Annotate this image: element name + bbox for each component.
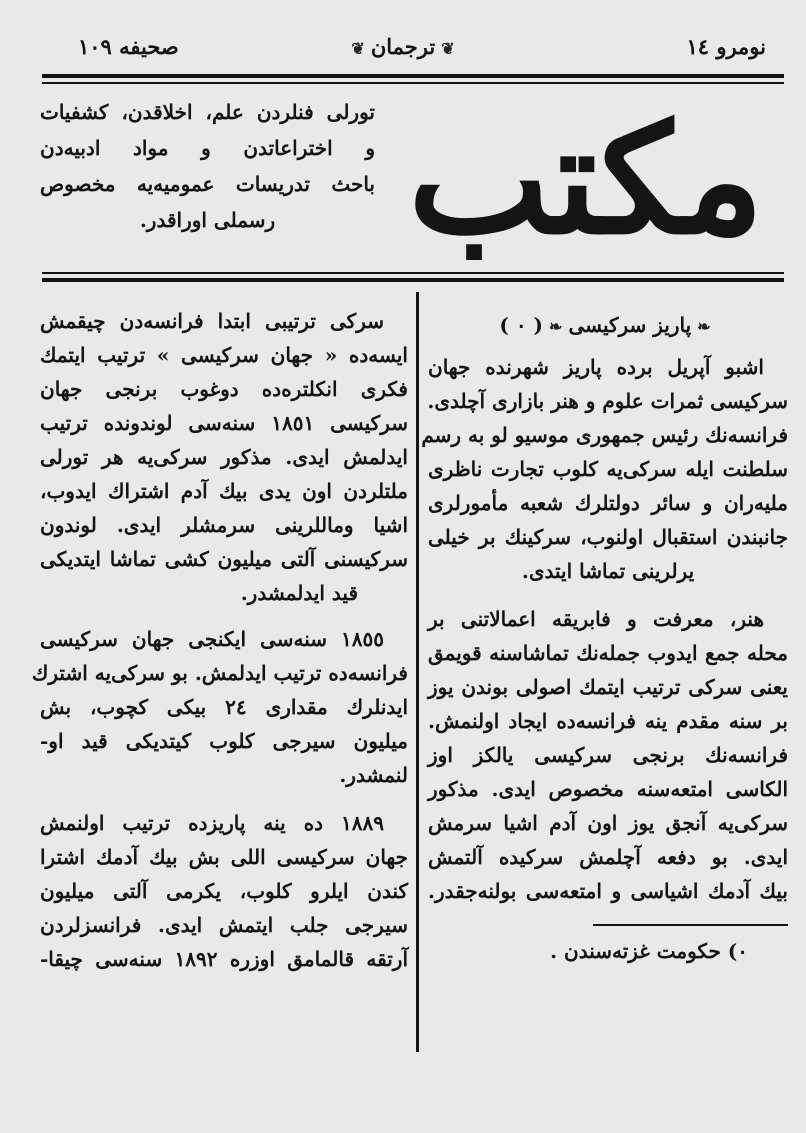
text-line: فرانسه‌نك برنجی سرکیسی یالکز اوز — [428, 743, 788, 767]
paragraph — [421, 350, 788, 588]
heading-footnote-marker: ( ٠ ) — [499, 313, 544, 337]
text-line: لنمشدر. — [339, 763, 408, 787]
text-line: آرتقه قالمامق اوزره ١٨٩٢ سنه‌سی چیقا- — [40, 947, 409, 971]
paragraph — [31, 622, 409, 792]
text-line: ایسه‌ده « جهان سرکیسی » ترتیب ایتمك — [40, 343, 408, 367]
text-line: سرکیسی ١٨٥١ سنه‌سی لوندونده ترتیب — [40, 411, 408, 435]
heading-title: پاریز سرکیسی — [568, 313, 692, 337]
text-line: فرانسه‌ده ترتیب ایدلمش. بو سرکی‌یه اشترك — [31, 661, 408, 685]
header-rule-thick — [42, 74, 784, 78]
column-divider — [416, 292, 419, 1052]
issue-number: نومرو ١٤ — [686, 34, 766, 59]
text-line: سرکیسی ثمرات علوم و هنر بازاری آچلدی. — [427, 389, 788, 413]
article-continuation — [31, 304, 409, 976]
text-line: سرکی‌یه آنجق یوز اون آدم اشیا سرمش — [428, 811, 788, 835]
publication-label: ترجمان — [370, 34, 436, 59]
masthead-title: مكتب — [408, 92, 764, 268]
subtitle-line: باحث تدریسات عمومیه‌یه مخصوص — [40, 172, 375, 196]
text-line: یعنی سرکی ترتیب ایتمك اصولی بوندن یوز — [428, 675, 788, 699]
text-line: قید ایدلمشدر. — [240, 581, 358, 605]
masthead-rule-thin — [42, 272, 784, 274]
text-line: یرلرینی تماشا ایتدی. — [521, 559, 695, 583]
footnote-rule — [593, 924, 788, 926]
text-line: ملیه‌ران و سائر دولتلرك شعبه مأمورلری — [428, 491, 788, 515]
ornament-icon: ❦ — [441, 39, 455, 58]
ornament-icon: ❧ — [549, 317, 563, 336]
page-number: صحيفه ١٠٩ — [78, 34, 179, 59]
text-line: اشبو آپریل برده پاریز شهرنده جهان — [428, 355, 764, 379]
text-line: سرکی ترتیبی ابتدا فرانسه‌دن چیقمش — [40, 309, 384, 333]
paragraph — [40, 304, 408, 610]
ornament-icon: ❦ — [351, 39, 365, 58]
text-line: کندن ایلرو کلوب، یکرمی آلتی میلیون — [40, 879, 408, 903]
text-line: جهان سرکیسی اللی بش بیك آدمك اشترا — [40, 845, 408, 869]
masthead-rule-thick — [42, 278, 784, 282]
text-line: ١٨٥٥ سنه‌سی ایکنجی جهان سرکیسی — [40, 627, 384, 651]
text-line: محله جمع ایدوب جمله‌نك تماشاسنه قویمق — [428, 641, 788, 665]
subtitle-line: رسملی اوراقدر. — [139, 208, 276, 232]
subtitle-line: و اختراعاتدن و مواد ادبیه‌دن — [40, 136, 375, 160]
text-line: ملتلردن اون یدی بیك آدم اشتراك ایدوب، — [40, 479, 408, 503]
ornament-icon: ❧ — [697, 317, 711, 336]
masthead-subtitle — [40, 94, 375, 238]
text-line: جانبندن استقبال اولنوب، سرکینك بر خیلی — [428, 525, 788, 549]
text-line: بر سنه مقدم ینه فرانسه‌ده ایجاد اولنمش. — [428, 709, 788, 733]
text-line: سیرجی جلب ایتمش ایدی. فرانسزلردن — [40, 913, 408, 937]
footnote: ٠) حکومت غزته‌سندن . — [550, 939, 748, 963]
subtitle-line: تورلی فنلردن علم، اخلاقدن، کشفیات — [40, 100, 375, 124]
text-line: ایدنلرك مقداری ٢٤ بیکی کچوب، بش — [40, 695, 409, 719]
text-line: سلطنت ایله سرکی‌یه کلوب تجارت ناظری — [428, 457, 788, 481]
text-line: فکری انکلتره‌ده دوغوب برنجی جهان — [40, 377, 408, 401]
text-line: ١٨٨٩ ده ینه پاریزده ترتیب اولنمش — [40, 811, 384, 835]
text-line: میلیون سیرجی کلوب کیتدیکی قید او- — [40, 729, 408, 753]
text-line: هنر، معرفت و فابریقه اعمالاتنی بر — [428, 607, 764, 631]
text-line: فرانسه‌نك رئیس جمهوری موسیو لو به رسم — [421, 423, 788, 447]
text-line: ایدلمش ایدی. مذکور سرکی‌یه هر تورلی — [40, 445, 408, 469]
text-line: ایدی. بو دفعه آچلمش سرکیده آلتمش — [428, 845, 788, 869]
text-line: بیك آدمك اشیاسی و امتعه‌سی بولنه‌جقدر. — [428, 879, 788, 903]
text-line: الکاسی امتعه‌سنه مخصوص ایدی. مذکور — [428, 777, 788, 801]
paragraph — [428, 602, 788, 908]
article-heading — [428, 308, 788, 342]
paragraph — [40, 806, 408, 976]
text-line: سرکیسنی آلتی میلیون کشی تماشا ایتدیکی — [40, 547, 408, 571]
text-line: اشیا وماللرینی سرمشلر ایدی. لوندون — [40, 513, 408, 537]
article-paris-exhibition — [421, 308, 788, 968]
